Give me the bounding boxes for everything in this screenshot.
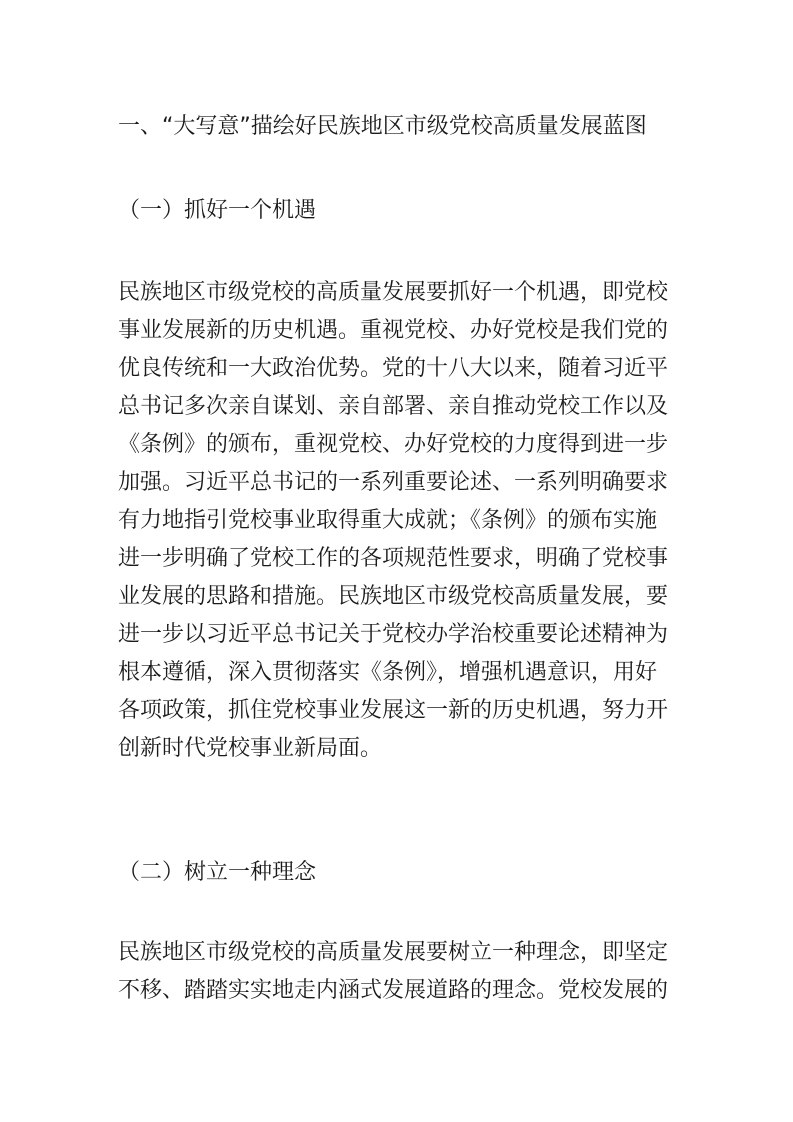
paragraph-line: 创新时代党校事业新局面。	[118, 736, 383, 761]
paragraph-line: 进一步明确了党校工作的各项规范性要求，明确了党校事	[118, 546, 669, 571]
paragraph-line: 进一步以习近平总书记关于党校办学治校重要论述精神为	[118, 622, 669, 647]
subsection-heading-1: （一）抓好一个机遇	[118, 198, 317, 223]
paragraph-1	[118, 274, 678, 768]
section-heading: 一、“大写意”描绘好民族地区市级党校高质量发展蓝图	[118, 114, 647, 139]
paragraph-line: 有力地指引党校事业取得重大成就；《条例》的颁布实施	[118, 508, 658, 533]
paragraph-line: 民族地区市级党校的高质量发展要抓好一个机遇，即党校	[118, 280, 669, 305]
paragraph-line: 根本遵循，深入贯彻落实《条例》，增强机遇意识，用好	[118, 660, 658, 685]
paragraph-line: 业发展的思路和措施。民族地区市级党校高质量发展，要	[118, 584, 669, 609]
paragraph-line: 总书记多次亲自谋划、亲自部署、亲自推动党校工作以及	[118, 394, 669, 419]
paragraph-line: 事业发展新的历史机遇。重视党校、办好党校是我们党的	[118, 318, 669, 343]
paragraph-line: 加强。习近平总书记的一系列重要论述、一系列明确要求	[118, 470, 669, 495]
paragraph-line: 各项政策，抓住党校事业发展这一新的历史机遇，努力开	[118, 698, 669, 723]
paragraph-line: 优良传统和一大政治优势。党的十八大以来，随着习近平	[118, 356, 669, 381]
paragraph-line: 民族地区市级党校的高质量发展要树立一种理念，即坚定	[118, 940, 669, 965]
subsection-heading-2: （二）树立一种理念	[118, 860, 317, 885]
paragraph-line: 《条例》的颁布，重视党校、办好党校的力度得到进一步	[118, 432, 669, 457]
paragraph-2	[118, 934, 678, 1010]
paragraph-line: 不移、踏踏实实地走内涵式发展道路的理念。党校发展的	[118, 978, 669, 1003]
